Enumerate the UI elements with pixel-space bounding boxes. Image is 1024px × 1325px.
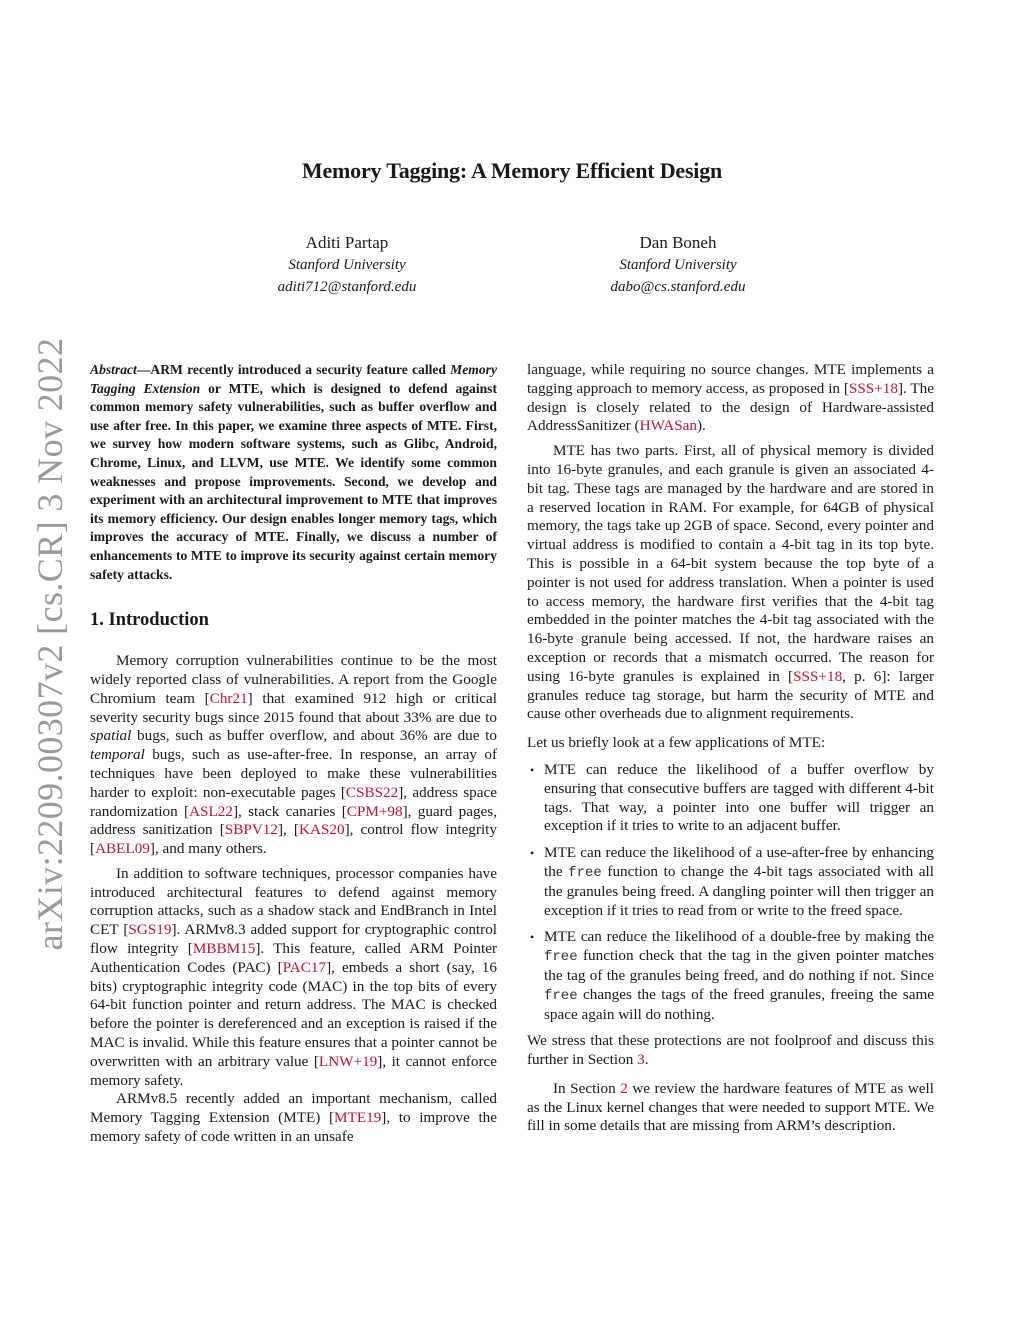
citation-link[interactable]: MTE19 bbox=[334, 1109, 382, 1127]
section-overview-paragraph: In Section 2 we review the hardware features of MTE as well as the Linux kernel changes that were needed to support MTE. We fill in some details that are missing from ARM’s description. bbox=[527, 1079, 934, 1135]
paper-title: Memory Tagging: A Memory Efficient Design bbox=[301, 158, 723, 183]
citation-link[interactable]: ASL22 bbox=[189, 802, 233, 820]
citation-link[interactable]: Chr21 bbox=[209, 689, 248, 707]
list-item: • MTE can reduce the likelihood of a use-after-free by enhancing the free function to change the 4-bit tags associated with all the granules being freed. A dangling pointer will then trigger an exception if it tries to read from or write to the freed space. bbox=[530, 844, 934, 919]
bullet-icon: • bbox=[530, 762, 535, 777]
author-block-1 bbox=[197, 232, 497, 298]
author-email: aditi712@stanford.edu bbox=[277, 279, 417, 295]
author-name: Dan Boneh bbox=[639, 233, 717, 252]
citation-link[interactable]: MBBM15 bbox=[192, 940, 256, 958]
citation-link[interactable]: CSBS22 bbox=[345, 783, 399, 801]
intro-paragraph-1: Memory corruption vulnerabilities continue to be the most widely reported class of vulnerabilities. A report from the Google Chromium team [Chr21] that examined 912 high or critical severity security bugs since 2015 found that about 33% are due to spatial bugs, such as buffer overflow, and about 36% are due to temporal bugs, such as use-after-free. In response, an array of techniques have been deployed to make these vulnerabilities harder to exploit: non-executable pages [CSBS22], address space randomization [ASL22], stack canaries [CPM+98], guard pages, address sanitization [SBPV12], [KAS20], control flow integrity [ABEL09], and many others. bbox=[90, 652, 498, 858]
citation-link[interactable]: HWASan bbox=[639, 417, 697, 435]
citation-link[interactable]: SSS+18 bbox=[848, 379, 898, 397]
author-name: Aditi Partap bbox=[305, 233, 389, 252]
citation-link[interactable]: SBPV12 bbox=[224, 821, 278, 839]
intro-paragraph-3: ARMv8.5 recently added an important mechanism, called Memory Tagging Extension (MTE) [MTE19], to improve the memory safety of code written in an unsafe bbox=[90, 1090, 497, 1146]
abstract-label: Abstract bbox=[90, 362, 137, 377]
citation-link[interactable]: ABEL09 bbox=[95, 840, 150, 858]
mte-parts-paragraph: MTE has two parts. First, all of physical memory is divided into 16-byte granules, and each granule is given an associated 4-bit tag. These tags are managed by the hardware and are stored in a reserved location in RAM. For example, for 64GB of physical memory, the tags take up 2GB of space. Second, every pointer and virtual address is modified to contain a 4-bit tag in its top byte. This is possible in a 64-bit system because the top byte of a pointer is not used for address translation. When a pointer is used to access memory, the hardware first verifies that the 4-bit tag embedded in the pointer matches the 4-bit tag associated with the 16-byte granule being accessed. If not, the hardware raises an exception or records that a mismatch occurred. The reason for using 16-byte granules is explained in [SSS+18, p. 6]: larger granules reduce tag storage, but harm the security of MTE and cause other overheads due to alignment requirements. bbox=[527, 442, 935, 723]
section-heading-introduction: 1. Introduction bbox=[90, 610, 209, 631]
applications-list bbox=[527, 761, 934, 1024]
citation-link[interactable]: KAS20 bbox=[298, 821, 345, 839]
abstract-emphasis: Memory Tagging Extension bbox=[90, 362, 497, 396]
intro-paragraph-2: In addition to software techniques, processor companies have introduced architectural features to defend against memory corruption attacks, such as a shadow stack and EndBranch in Intel CET [SGS19]. ARMv8.3 added support for cryptographic control flow integrity [MBBM15]. This feature, called ARM Pointer Authentication Codes (PAC) [PAC17], embeds a short (say, 16 bits) cryptographic integrity code (MAC) in the top bits of every 64-bit function pointer and return address. The MAC is checked before the pointer is dereferenced and an exception is raised if the MAC is invalid. While this feature ensures that a pointer cannot be overwritten with an arbitrary value [LNW+19], it cannot enforce memory safety. bbox=[90, 864, 498, 1089]
list-item: • MTE can reduce the likelihood of a double-free by making the free function check that the tag in the given pointer matches the tag of the granules being freed, and do nothing if not. Since free changes the tags of the freed granules, freeing the same space again will do nothing. bbox=[530, 928, 934, 1023]
bullet-icon: • bbox=[530, 846, 535, 861]
citation-link[interactable]: SSS+18 bbox=[793, 667, 843, 685]
author-block-2 bbox=[528, 232, 828, 298]
citation-link[interactable]: PAC17 bbox=[282, 958, 327, 976]
code-free: free bbox=[544, 987, 578, 1004]
list-item: • MTE can reduce the likelihood of a buffer overflow by ensuring that consecutive buffers are tagged with different 4-bit tags. That way, a pointer into one buffer will trigger an exception if it tries to write to an adjacent buffer. bbox=[530, 760, 934, 835]
arxiv-identifier: arXiv:2209.00307v2 [cs.CR] 3 Nov 2022 bbox=[30, 337, 70, 951]
citation-link[interactable]: CPM+98 bbox=[346, 802, 403, 820]
code-free: free bbox=[544, 949, 578, 966]
abstract: Abstract—ARM recently introduced a security feature called Memory Tagging Extension or MTE, which is designed to defend against common memory safety vulnerabilities, such as buffer overflow and use after free. In this paper, we examine three aspects of MTE. First, we survey how modern software systems, such as Glibc, Android, Chrome, Linux, and LLVM, use MTE. We identify some common weaknesses and propose improvements. Second, we develop and experiment with an architectural improvement to MTE that improves its memory efficiency. Our design enables longer memory tags, which improves the accuracy of MTE. Finally, we discuss a number of enhancements to MTE to improve its security against certain memory safety attacks. bbox=[90, 362, 497, 582]
section-reference-link[interactable]: 2 bbox=[620, 1079, 628, 1097]
protections-paragraph: We stress that these protections are not foolproof and discuss this further in Section 3. bbox=[527, 1032, 934, 1069]
author-email: dabo@cs.stanford.edu bbox=[610, 279, 746, 295]
applications-intro: Let us briefly look at a few applications of MTE: bbox=[527, 734, 826, 752]
author-affiliation: Stanford University bbox=[619, 257, 737, 273]
author-affiliation: Stanford University bbox=[288, 257, 406, 273]
section-reference-link[interactable]: 3 bbox=[637, 1051, 645, 1069]
citation-link[interactable]: SGS19 bbox=[128, 921, 172, 939]
code-free: free bbox=[568, 864, 602, 881]
bullet-icon: • bbox=[530, 930, 535, 945]
intro-paragraph-3-continued: language, while requiring no source changes. MTE implements a tagging approach to memory access, as proposed in [SSS+18]. The design is closely related to the design of Hardware-assisted AddressSanitizer (HWASan). bbox=[527, 361, 934, 435]
citation-link[interactable]: LNW+19 bbox=[318, 1052, 378, 1070]
left-column bbox=[90, 361, 497, 1147]
right-column bbox=[527, 361, 934, 1136]
